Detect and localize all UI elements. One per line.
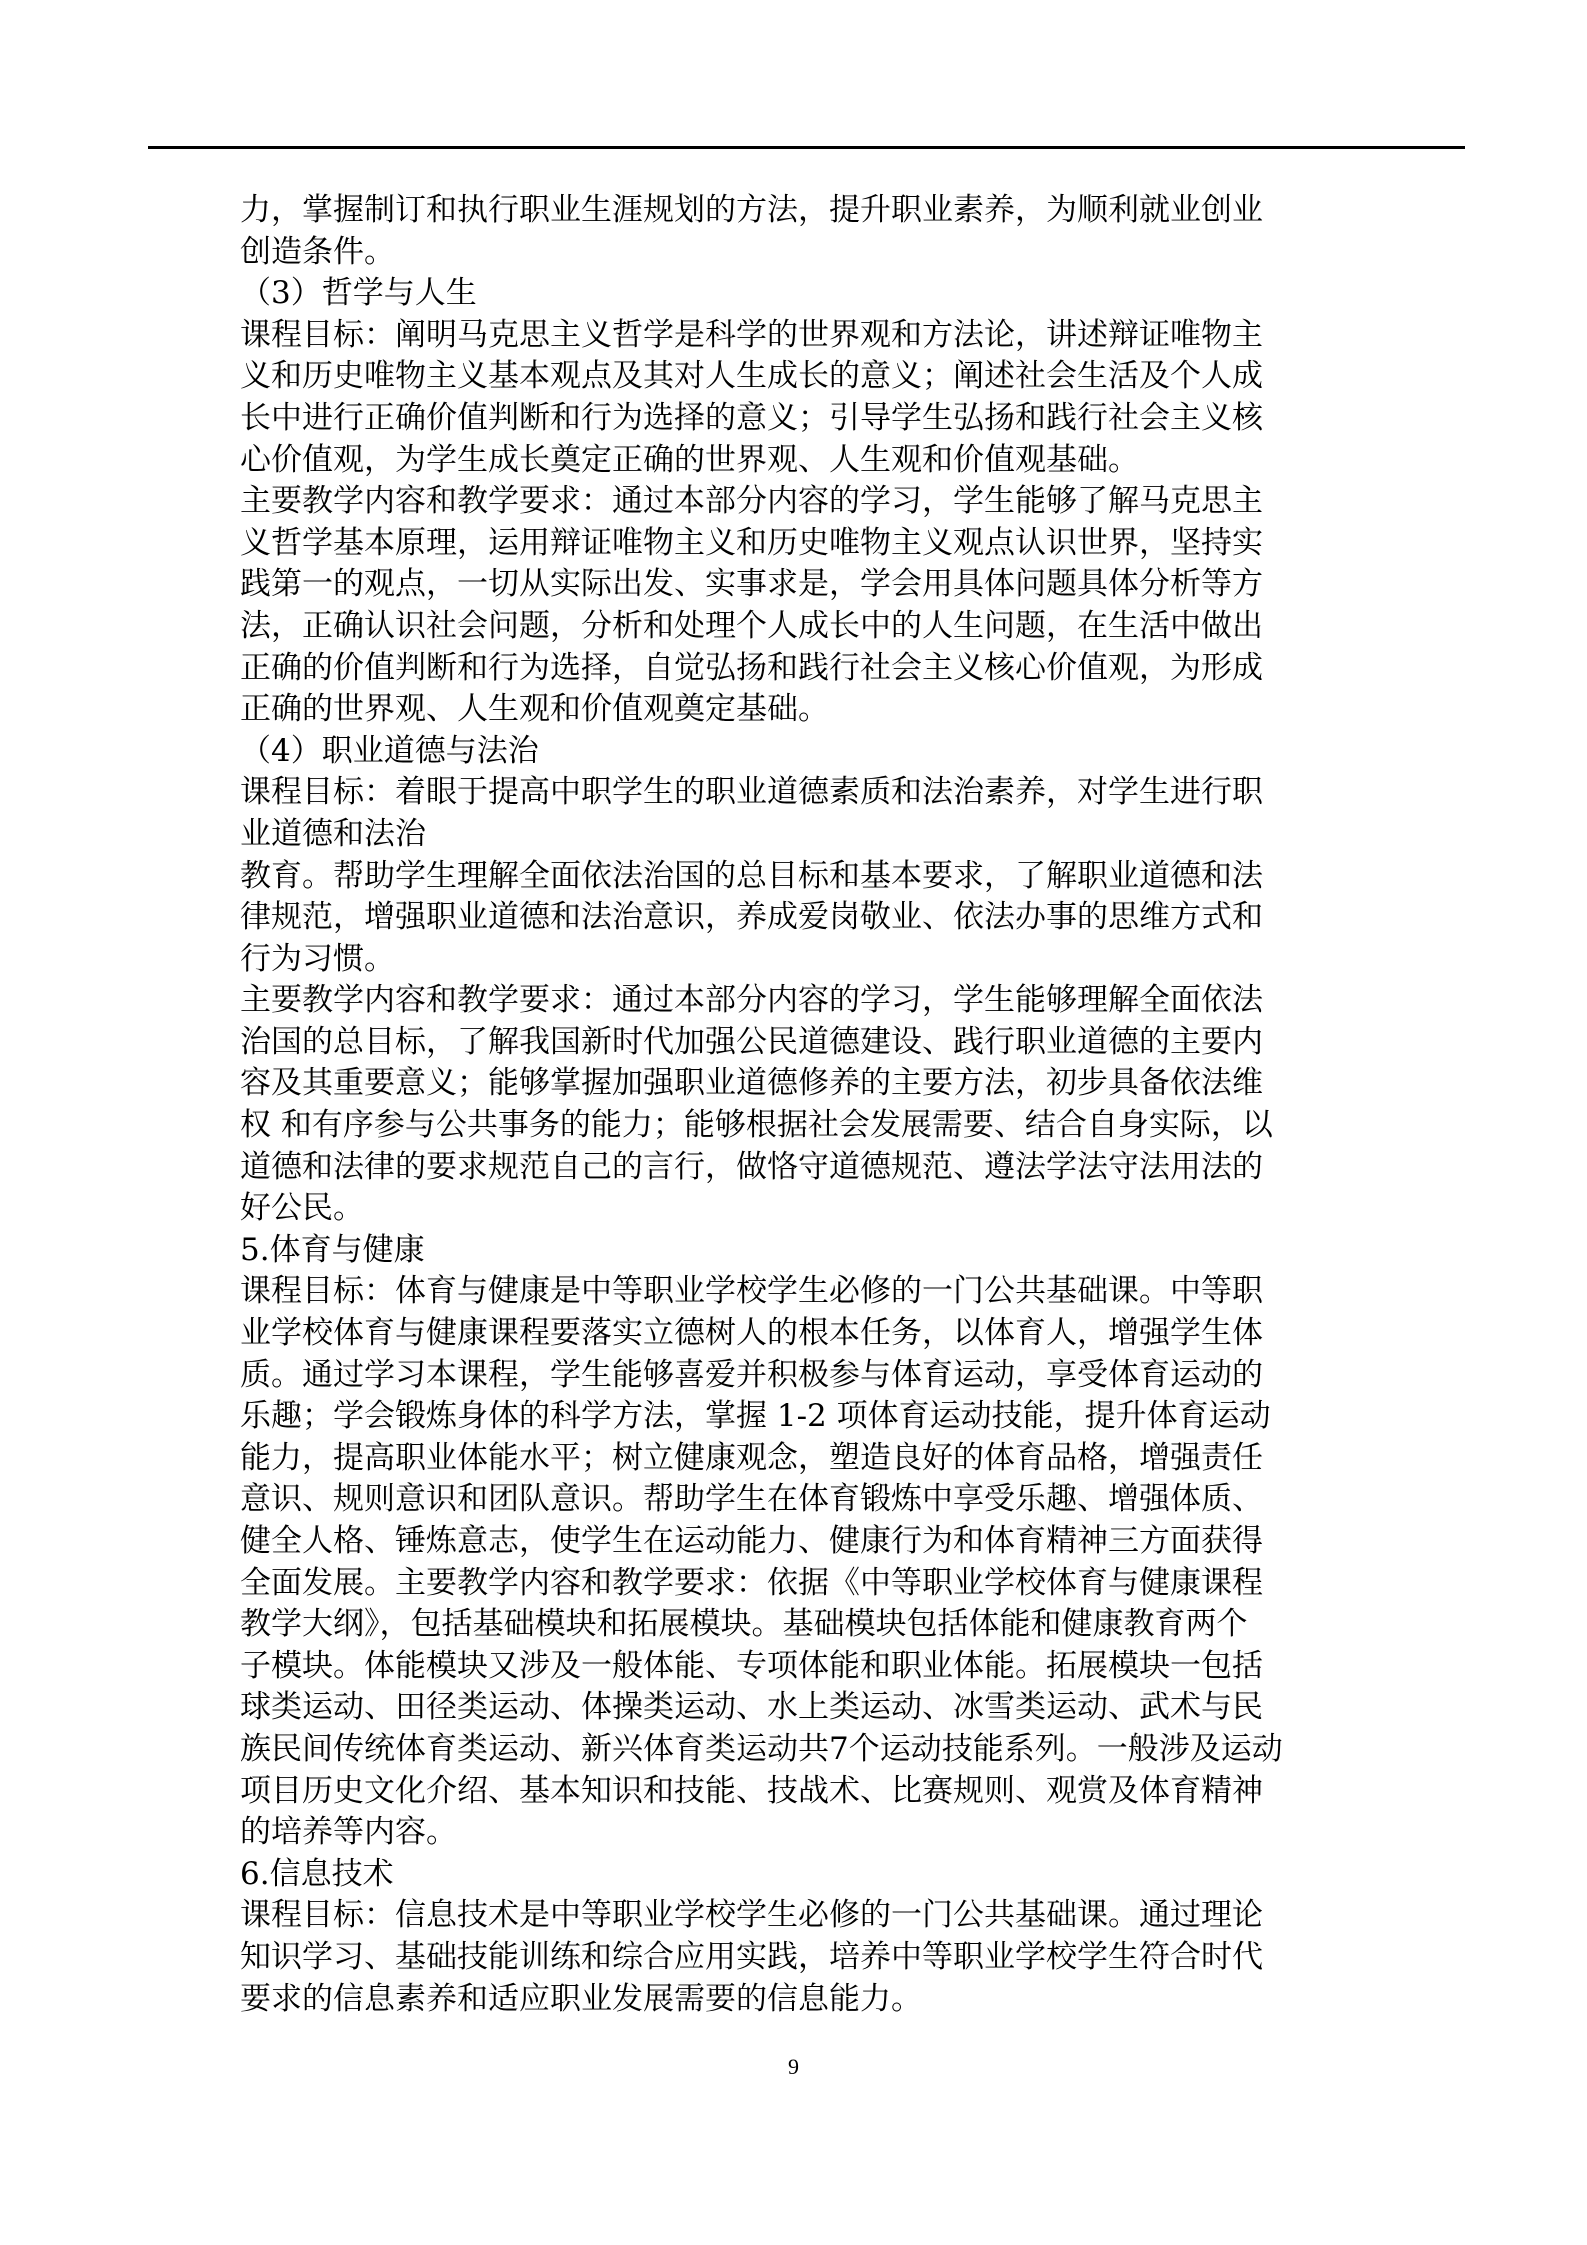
text-line: 质。通过学习本课程，学生能够喜爱并积极参与体育运动，享受体育运动的 [240,1356,1263,1393]
text-line: 业道德和法治 [240,815,426,852]
section-heading: （3）哲学与人生 [240,275,477,312]
text-line: 正确的价值判断和行为选择，自觉弘扬和践行社会主义核心价值观，为形成 [240,649,1263,686]
section-heading: 5.体育与健康 [240,1231,425,1268]
text-line: 力，掌握制订和执行职业生涯规划的方法，提升职业素养，为顺利就业创业 [240,192,1263,228]
page-number: 9 [788,2054,799,2079]
text-line: 正确的世界观、人生观和价值观奠定基础。 [240,691,829,728]
text-line: 长中进行正确价值判断和行为选择的意义；引导学生弘扬和践行社会主义核 [240,399,1263,436]
text-line: 能力，提高职业体能水平；树立健康观念，塑造良好的体育品格，增强责任 [240,1439,1263,1476]
text-line: 业学校体育与健康课程要落实立德树人的根本任务，以体育人，增强学生体 [240,1315,1263,1352]
body-text [240,190,1344,2020]
text-line: 治国的总目标，了解我国新时代加强公民道德建设、践行职业道德的主要内 [240,1023,1263,1060]
section-heading: （4）职业道德与法治 [240,732,539,769]
text-line: 义和历史唯物主义基本观点及其对人生成长的意义；阐述社会生活及个人成 [240,358,1263,395]
text-line: 课程目标：体育与健康是中等职业学校学生必修的一门公共基础课。中等职 [240,1273,1263,1310]
text-line: 法，正确认识社会问题，分析和处理个人成长中的人生问题，在生活中做出 [240,607,1263,644]
text-line: 课程目标：阐明马克思主义哲学是科学的世界观和方法论，讲述辩证唯物主 [240,316,1263,353]
text-line: 教学大纲》，包括基础模块和拓展模块。基础模块包括体能和健康教育两个 [240,1606,1248,1643]
section-heading: 6.信息技术 [240,1855,394,1892]
text-line: 教育。帮助学生理解全面依法治国的总目标和基本要求，了解职业道德和法 [240,857,1263,894]
text-line: 律规范，增强职业道德和法治意识，养成爱岗敬业、依法办事的思维方式和 [240,899,1263,936]
text-line: 乐趣；学会锻炼身体的科学方法，掌握 1-2 项体育运动技能，提升体育运动 [240,1398,1271,1435]
text-line: 全面发展。主要教学内容和教学要求：依据《中等职业学校体育与健康课程 [240,1564,1263,1601]
text-line: 主要教学内容和教学要求：通过本部分内容的学习，学生能够了解马克思主 [240,483,1263,520]
text-line: 权 和有序参与公共事务的能力；能够根据社会发展需要、结合自身实际，以 [240,1107,1273,1144]
text-line: 容及其重要意义；能够掌握加强职业道德修养的主要方法，初步具备依法维 [240,1065,1263,1102]
text-line: 球类运动、田径类运动、体操类运动、水上类运动、冰雪类运动、武术与民 [240,1689,1263,1726]
text-line: 行为习惯。 [240,940,395,977]
header-rule [148,146,1465,149]
text-line: 健全人格、锤炼意志，使学生在运动能力、健康行为和体育精神三方面获得 [240,1523,1263,1559]
text-line: 主要教学内容和教学要求：通过本部分内容的学习，学生能够理解全面依法 [240,982,1263,1019]
text-line: 道德和法律的要求规范自己的言行，做恪守道德规范、遵法学法守法用法的 [240,1148,1263,1185]
text-line: 族民间传统体育类运动、新兴体育类运动共7个运动技能系列。一般涉及运动 [240,1730,1283,1767]
text-line: 知识学习、基础技能训练和综合应用实践，培养中等职业学校学生符合时代 [240,1938,1263,1975]
text-line: 子模块。体能模块又涉及一般体能、专项体能和职业体能。拓展模块一包括 [240,1647,1263,1684]
text-line: 义哲学基本原理，运用辩证唯物主义和历史唯物主义观点认识世界，坚持实 [240,524,1263,561]
text-line: 心价值观，为学生成长奠定正确的世界观、人生观和价值观基础。 [240,441,1139,478]
text-line: 创造条件。 [240,233,395,270]
text-line: 要求的信息素养和适应职业发展需要的信息能力。 [240,1980,922,2017]
text-line: 践第一的观点，一切从实际出发、实事求是，学会用具体问题具体分析等方 [240,566,1263,603]
text-line: 的培养等内容。 [240,1814,457,1851]
text-line: 好公民。 [240,1190,364,1227]
text-line: 课程目标：着眼于提高中职学生的职业道德素质和法治素养，对学生进行职 [240,774,1263,811]
text-line: 项目历史文化介绍、基本知识和技能、技战术、比赛规则、观赏及体育精神 [240,1772,1263,1809]
text-line: 意识、规则意识和团队意识。帮助学生在体育锻炼中享受乐趣、增强体质、 [240,1481,1263,1518]
text-line: 课程目标：信息技术是中等职业学校学生必修的一门公共基础课。通过理论 [240,1897,1263,1934]
